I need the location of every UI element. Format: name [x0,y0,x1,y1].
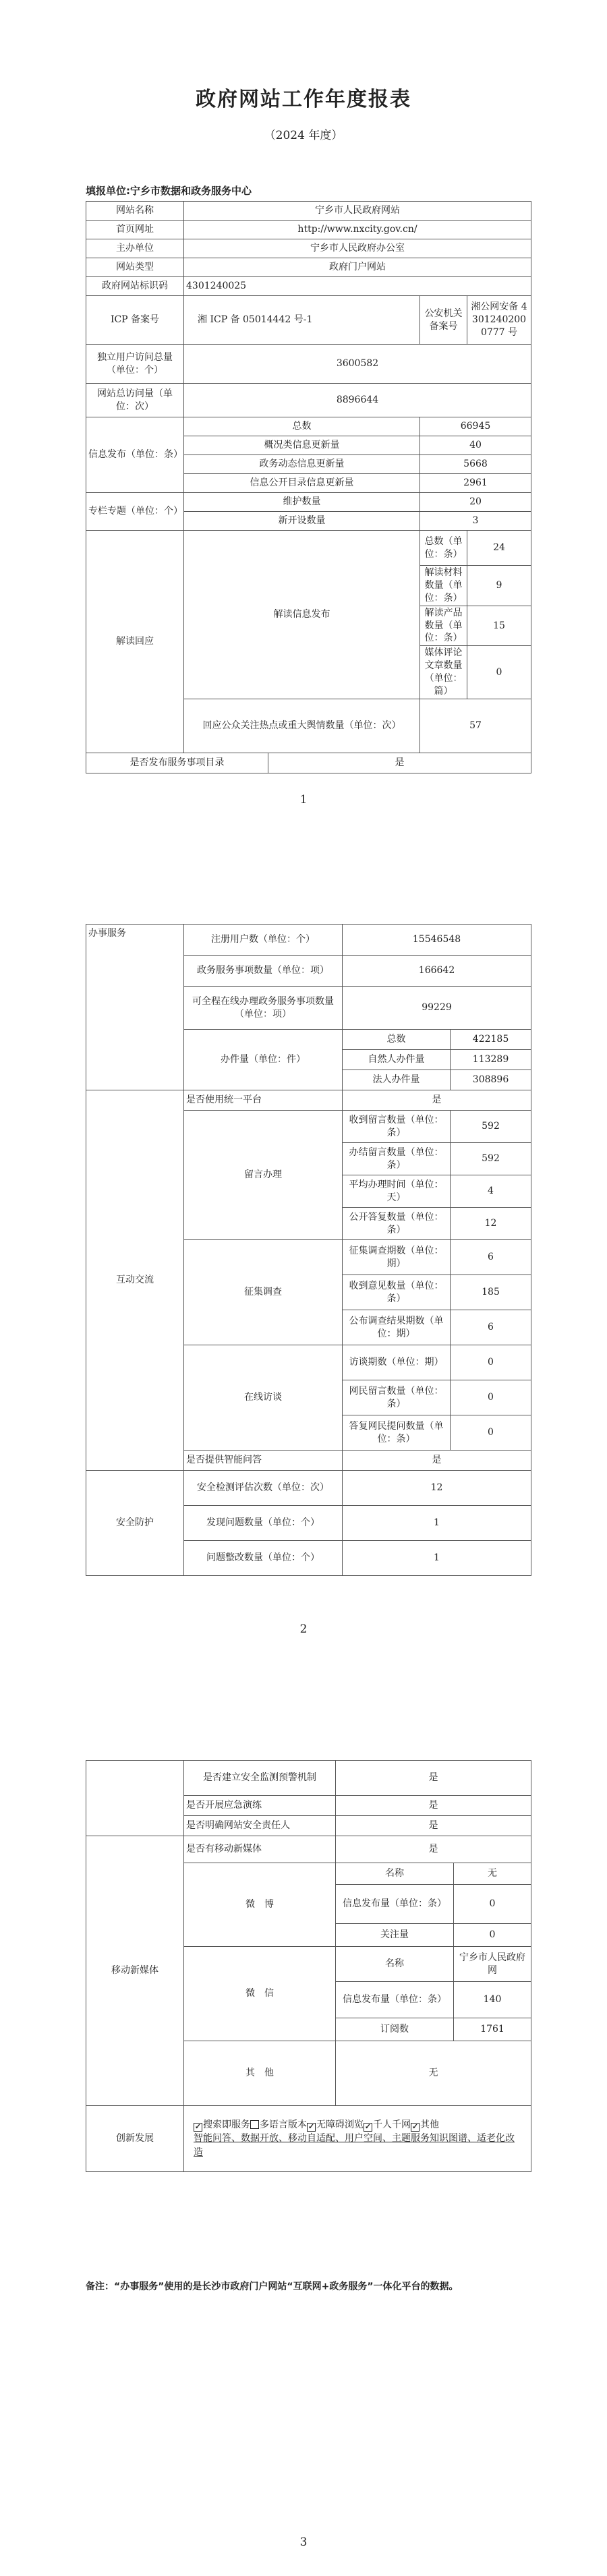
other-value: 无 [336,2041,531,2106]
row-label: 移动新媒体 [86,1836,184,2106]
unified-value: 是 [343,1090,531,1111]
items-value: 166642 [343,956,531,987]
sub-label: 回应公众关注热点或重大舆情数量（单位：次） [184,699,420,753]
checkbox-checked-icon: ✓ [364,2122,372,2132]
table-page-3 [86,1760,531,2172]
msg-pub-value: 12 [451,1208,531,1240]
row-label: 专栏专题（单位：个） [86,493,184,531]
row-label: 解读回应 [86,531,184,753]
sub-label: 问题整改数量（单位：个） [184,1541,343,1576]
row-label: 创新发展 [86,2106,184,2172]
sub-label: 解读材料数量（单位：条） [420,566,467,606]
row-label: 互动交流 [86,1090,184,1471]
sub-label: 总数 [343,1030,451,1050]
table-page-2 [86,924,531,1576]
checkbox-empty-icon [250,2120,259,2129]
innovation-options [184,2106,531,2172]
sub-label: 媒体评论文章数量（单位：篇） [420,646,467,699]
icp-value: 湘 ICP 备 05014442 号-1 [184,296,420,345]
sub-label: 名称 [336,1863,454,1885]
sub-label: 订阅数 [336,2018,454,2041]
info-open-value: 2961 [420,474,531,493]
wb-name-value: 无 [454,1863,531,1885]
innovation-other-detail: 智能问答、数据开放、移动自适配、用户空间、主题服务知识图谱、适老化改造 [194,2133,515,2158]
sub-label: 访谈期数（单位：期） [343,1345,451,1380]
survey-res-value: 6 [451,1310,531,1345]
msg-days-value: 4 [451,1175,531,1208]
sub-label: 收到意见数量（单位：条） [343,1275,451,1310]
row-label: 政府网站标识码 [86,277,184,296]
sub-label: 是否开展应急演练 [184,1796,336,1816]
sub-label: 公开答复数量（单位：条） [343,1208,451,1240]
home-url-value: http://www.nxcity.gov.cn/ [184,221,531,239]
wx-sub-value: 1761 [454,2018,531,2041]
row-label-empty [86,1761,184,1836]
wx-name-value: 宁乡市人民政府网 [454,1947,531,1982]
checkbox-checked-icon: ✓ [411,2122,419,2132]
sub-label: 留言办理 [184,1111,343,1240]
page-number: 1 [299,793,308,807]
weibo-label: 微 博 [184,1863,336,1947]
sub-label: 安全检测评估次数（单位：次） [184,1471,343,1506]
sub-label: 平均办理时间（单位：天） [343,1175,451,1208]
sub-label: 征集调查 [184,1240,343,1345]
sub-label: 名称 [336,1947,454,1982]
online-value: 99229 [343,987,531,1030]
option-multilingual: 多语言版本 [260,2119,307,2131]
survey-op-value: 185 [451,1275,531,1310]
talk-a-value: 0 [451,1415,531,1451]
sub-label: 可全程在线办理政务服务事项数量（单位：项） [184,987,343,1030]
sec-found-value: 1 [343,1506,531,1541]
row-label: 是否发布服务事项目录 [86,753,268,773]
fill-unit: 填报单位:宁乡市数据和政务服务中心 [86,185,252,197]
sub-label: 自然人办件量 [343,1050,451,1070]
resp-value: 是 [336,1816,531,1836]
wechat-label: 微 信 [184,1947,336,2041]
reg-value: 15546548 [343,925,531,956]
uv-value: 3600582 [184,345,531,384]
info-news-value: 5668 [420,455,531,474]
sub-label: 政务服务事项数量（单位：项） [184,956,343,987]
row-label: 网站名称 [86,202,184,221]
code-value: 4301240025 [184,277,531,296]
sub-label: 网民留言数量（单位：条） [343,1380,451,1415]
table-page-1 [86,201,531,773]
pv-value: 8896644 [184,384,531,417]
sub-label: 注册用户数（单位：个） [184,925,343,956]
sub-label: 信息发布量（单位：条） [336,1885,454,1924]
handle-total-value: 422185 [451,1030,531,1050]
sub-label: 信息发布量（单位：条） [336,1982,454,2018]
option-other: 其他 [420,2119,439,2131]
hot-value: 57 [420,699,531,753]
option-search-service: 搜索即服务 [203,2119,250,2131]
sub-label: 在线访谈 [184,1345,343,1451]
topic-new-value: 3 [420,512,531,531]
wx-info-value: 140 [454,1982,531,2018]
sub-label: 关注量 [336,1924,454,1947]
sub-label: 政务动态信息更新量 [184,455,420,474]
sub-label: 总数（单位：条） [420,531,467,566]
checkbox-checked-icon: ✓ [308,2122,315,2132]
sub-label: 是否建立安全监测预警机制 [184,1761,336,1796]
msg-recv-value: 592 [451,1111,531,1143]
sec-eval-value: 12 [343,1471,531,1506]
org-value: 宁乡市人民政府办公室 [184,239,531,258]
row-label: 独立用户访问总量（单位：个） [86,345,184,384]
wb-info-value: 0 [454,1885,531,1924]
sub-label: 信息公开目录信息更新量 [184,474,420,493]
row-label: 信息发布（单位：条） [86,417,184,493]
sub-label: 法人办件量 [343,1070,451,1090]
sub-label: 是否明确网站安全责任人 [184,1816,336,1836]
interp-total-value: 24 [467,531,531,566]
police-value: 湘公网安备 43012402000777 号 [467,296,531,345]
page-number: 3 [299,2536,308,2549]
row-label: 网站总访问量（单位：次） [86,384,184,417]
handle-person-value: 113289 [451,1050,531,1070]
report-title: 政府网站工作年度报表 [196,88,411,111]
sec-fix-value: 1 [343,1541,531,1576]
sub-label: 公布调查结果期数（单位：期） [343,1310,451,1345]
row-label: 安全防护 [86,1471,184,1576]
sub-label: 新开设数量 [184,512,420,531]
catalog-value: 是 [268,753,531,773]
info-overview-value: 40 [420,436,531,455]
row-label: 主办单位 [86,239,184,258]
sub-label: 征集调查期数（单位：期） [343,1240,451,1275]
interp-media-value: 0 [467,646,531,699]
mobile-value: 是 [336,1836,531,1863]
sub-label: 办结留言数量（单位：条） [343,1143,451,1175]
warn-value: 是 [336,1761,531,1796]
report-subtitle: （2024 年度） [264,129,343,142]
sub-label: 是否使用统一平台 [184,1090,343,1111]
sub-label: 解读产品数量（单位：条） [420,606,467,646]
qa-value: 是 [343,1451,531,1471]
row-label: 办事服务 [86,925,184,1090]
option-personalized: 千人千网 [373,2119,411,2131]
sub-label: 收到留言数量（单位：条） [343,1111,451,1143]
interp-product-value: 15 [467,606,531,646]
wb-fans-value: 0 [454,1924,531,1947]
page-number: 2 [299,1622,308,1636]
sub-label: 是否提供智能问答 [184,1451,343,1471]
topic-maint-value: 20 [420,493,531,512]
info-total-value: 66945 [420,417,531,436]
survey-n-value: 6 [451,1240,531,1275]
row-label: ICP 备案号 [86,296,184,345]
type-value: 政府门户网站 [184,258,531,277]
sub-label: 发现问题数量（单位：个） [184,1506,343,1541]
police-label: 公安机关备案号 [420,296,467,345]
sub-label: 答复网民提问数量（单位：条） [343,1415,451,1451]
msg-done-value: 592 [451,1143,531,1175]
sub-label: 概况类信息更新量 [184,436,420,455]
option-accessibility: 无障碍浏览 [316,2119,364,2131]
other-label: 其 他 [184,2041,336,2106]
interp-material-value: 9 [467,566,531,606]
sub-label: 解读信息发布 [184,531,420,699]
checkbox-checked-icon: ✓ [194,2122,202,2132]
sub-label: 总数 [184,417,420,436]
talk-n-value: 0 [451,1345,531,1380]
site-name-value: 宁乡市人民政府网站 [184,202,531,221]
row-label: 网站类型 [86,258,184,277]
handle-legal-value: 308896 [451,1070,531,1090]
drill-value: 是 [336,1796,531,1816]
row-label: 首页网址 [86,221,184,239]
sub-label: 是否有移动新媒体 [184,1836,336,1863]
sub-label: 维护数量 [184,493,420,512]
footnote: 备注：“办事服务”使用的是长沙市政府门户网站“互联网+政务服务”一体化平台的数据。 [86,2281,459,2292]
sub-label: 办件量（单位：件） [184,1030,343,1090]
talk-q-value: 0 [451,1380,531,1415]
